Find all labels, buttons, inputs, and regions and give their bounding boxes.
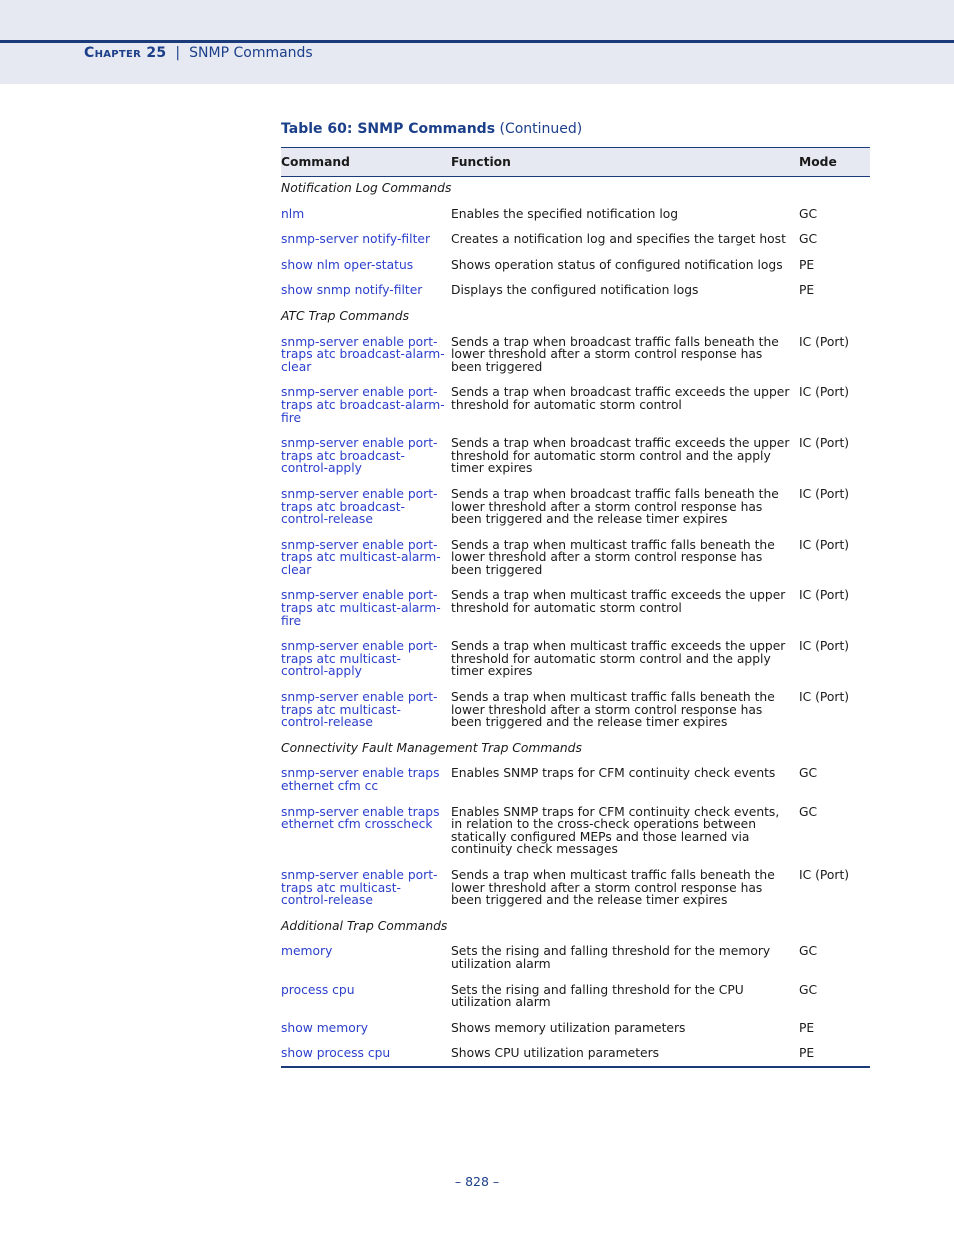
table-row xyxy=(281,483,870,534)
running-header xyxy=(84,45,313,61)
table-row xyxy=(281,635,870,686)
command-link[interactable]: snmp-server enable traps ethernet cfm crosscheck xyxy=(281,804,440,832)
function-cell: Sets the rising and falling threshold for the CPU utilization alarm xyxy=(451,982,744,1010)
section-row xyxy=(281,737,870,763)
table-body xyxy=(281,177,870,1067)
function-cell: Sends a trap when multicast traffic falls beneath the lower threshold after a storm control response has been triggered xyxy=(451,537,775,577)
table-row xyxy=(281,279,870,305)
mode-cell: GC xyxy=(799,206,818,221)
mode-cell: IC (Port) xyxy=(799,639,850,654)
mode-cell: IC (Port) xyxy=(799,436,850,451)
function-cell: Enables SNMP traps for CFM continuity check events, in relation to the cross-check operations between statically configured MEPs and those learned via continuity check messages xyxy=(451,804,780,857)
mode-cell: PE xyxy=(799,1042,870,1067)
table-row xyxy=(281,762,870,800)
function-cell: Displays the configured notification logs xyxy=(451,283,699,298)
function-cell: Sends a trap when multicast traffic falls beneath the lower threshold after a storm control response has been triggered and the release timer expires xyxy=(451,690,775,730)
command-link[interactable]: process cpu xyxy=(281,982,355,997)
command-link[interactable]: snmp-server enable port-traps atc broadcast-alarm-fire xyxy=(281,385,445,425)
mode-cell: GC xyxy=(799,944,818,959)
table-title-label: Table 60: SNMP Commands xyxy=(281,121,496,137)
function-cell: Sends a trap when multicast traffic exceeds the upper threshold for automatic storm control and the apply timer expires xyxy=(451,639,786,679)
table-row xyxy=(281,979,870,1017)
section-row xyxy=(281,915,870,941)
mode-cell: PE xyxy=(799,283,815,298)
table-row xyxy=(281,203,870,229)
section-title: Additional Trap Commands xyxy=(281,918,448,933)
table-row xyxy=(281,254,870,280)
table-title xyxy=(281,121,582,137)
table-row xyxy=(281,432,870,483)
header-separator: | xyxy=(175,45,181,61)
header-rule xyxy=(0,40,954,43)
snmp-commands-table xyxy=(281,147,870,1068)
command-link[interactable]: snmp-server enable port-traps atc multicast-alarm-clear xyxy=(281,537,441,577)
chapter-label: Chapter 25 xyxy=(84,45,167,61)
table-row xyxy=(281,864,870,915)
function-cell: Creates a notification log and specifies the target host xyxy=(451,232,786,247)
mode-cell: GC xyxy=(799,766,818,781)
command-link[interactable]: memory xyxy=(281,944,333,959)
command-link[interactable]: snmp-server enable port-traps atc multicast-control-release xyxy=(281,690,438,730)
table-row xyxy=(281,228,870,254)
mode-cell: IC (Port) xyxy=(799,537,850,552)
command-link[interactable]: snmp-server enable port-traps atc multicast-control-release xyxy=(281,867,438,908)
command-link[interactable]: show nlm oper-status xyxy=(281,257,414,272)
table-row xyxy=(281,1042,870,1067)
mode-cell: IC (Port) xyxy=(799,690,850,705)
command-link[interactable]: nlm xyxy=(281,206,305,221)
mode-cell: PE xyxy=(799,1020,815,1035)
section-title: Connectivity Fault Management Trap Commands xyxy=(281,740,582,755)
function-cell: Sends a trap when multicast traffic falls beneath the lower threshold after a storm control response has been triggered and the release timer expires xyxy=(451,867,775,908)
command-link[interactable]: snmp-server enable port-traps atc multicast-alarm-fire xyxy=(281,588,441,628)
table-row xyxy=(281,686,870,737)
command-link[interactable]: snmp-server enable port-traps atc broadcast-alarm-clear xyxy=(281,334,445,374)
table-row xyxy=(281,331,870,382)
function-cell: Sends a trap when broadcast traffic exceeds the upper threshold for automatic storm control xyxy=(451,385,790,412)
table-title-suffix: (Continued) xyxy=(499,121,583,137)
function-cell: Shows operation status of configured notification logs xyxy=(451,257,783,272)
command-link[interactable]: show memory xyxy=(281,1020,369,1035)
page-number: – 828 – xyxy=(454,1174,500,1189)
section-title: ATC Trap Commands xyxy=(281,308,409,323)
mode-cell: GC xyxy=(799,232,818,247)
command-link[interactable]: show snmp notify-filter xyxy=(281,283,423,298)
mode-cell: GC xyxy=(799,982,818,997)
column-header-function: Function xyxy=(451,148,799,177)
command-link[interactable]: snmp-server enable port-traps atc multicast-control-apply xyxy=(281,639,438,679)
table-row xyxy=(281,534,870,585)
table-row xyxy=(281,584,870,635)
mode-cell: GC xyxy=(799,804,818,819)
section-title: SNMP Commands xyxy=(189,45,313,61)
table-row xyxy=(281,381,870,432)
section-row xyxy=(281,305,870,331)
section-title: Notification Log Commands xyxy=(281,181,452,195)
command-link[interactable]: snmp-server enable port-traps atc broadcast-control-apply xyxy=(281,436,438,476)
mode-cell: PE xyxy=(799,257,815,272)
table-header-row xyxy=(281,148,870,177)
section-row xyxy=(281,177,870,203)
mode-cell: IC (Port) xyxy=(799,385,850,400)
function-cell: Sends a trap when broadcast traffic exceeds the upper threshold for automatic storm control and the apply timer expires xyxy=(451,436,790,476)
function-cell: Sends a trap when multicast traffic exceeds the upper threshold for automatic storm control xyxy=(451,588,786,616)
mode-cell: IC (Port) xyxy=(799,486,850,501)
function-cell: Sends a trap when broadcast traffic falls beneath the lower threshold after a storm control response has been triggered xyxy=(451,334,779,374)
mode-cell: IC (Port) xyxy=(799,867,850,882)
command-link[interactable]: snmp-server enable traps ethernet cfm cc xyxy=(281,766,440,793)
command-link[interactable]: show process cpu xyxy=(281,1042,451,1067)
command-link[interactable]: snmp-server notify-filter xyxy=(281,232,431,247)
function-cell: Sets the rising and falling threshold for the memory utilization alarm xyxy=(451,944,771,971)
command-link[interactable]: snmp-server enable port-traps atc broadcast-control-release xyxy=(281,486,438,527)
function-cell: Shows memory utilization parameters xyxy=(451,1020,686,1035)
mode-cell: IC (Port) xyxy=(799,588,850,603)
mode-cell: IC (Port) xyxy=(799,334,850,349)
table-row xyxy=(281,940,870,978)
column-header-command: Command xyxy=(281,148,451,177)
function-cell: Sends a trap when broadcast traffic falls beneath the lower threshold after a storm control response has been triggered and the release timer expires xyxy=(451,486,779,527)
table-row xyxy=(281,801,870,864)
table-row xyxy=(281,1017,870,1043)
column-header-mode: Mode xyxy=(799,148,870,177)
function-cell: Enables SNMP traps for CFM continuity check events xyxy=(451,766,776,781)
function-cell: Shows CPU utilization parameters xyxy=(451,1042,799,1067)
function-cell: Enables the specified notification log xyxy=(451,206,679,221)
